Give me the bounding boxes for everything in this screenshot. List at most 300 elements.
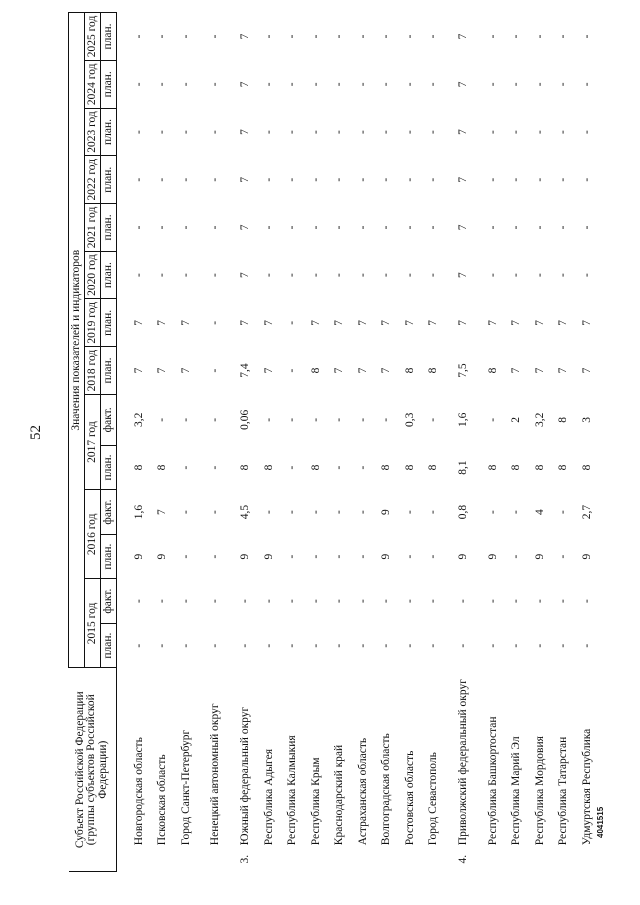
value-cell: 7 (380, 367, 393, 374)
value-cell: 8 (403, 464, 416, 471)
value-cell: - (356, 643, 369, 648)
value-cell: - (309, 225, 322, 230)
subject-name: Город Севастополь (427, 752, 440, 846)
value-cell: 8 (427, 367, 440, 374)
value-cell: - (239, 643, 252, 648)
plan-header: план. (101, 156, 117, 204)
value-cell: - (309, 643, 322, 648)
year-2024-header: 2024 год (85, 60, 101, 108)
value-cell: - (209, 643, 222, 648)
value-cell: 7 (179, 319, 192, 326)
value-cell: 7 (533, 319, 546, 326)
value-cell: - (356, 82, 369, 87)
table-row (174, 13, 198, 872)
value-cell: - (580, 82, 593, 87)
row-number (127, 848, 151, 871)
table-row (398, 13, 422, 872)
plan-header: план. (101, 347, 117, 395)
value-cell: - (239, 599, 252, 604)
value-cell: - (309, 599, 322, 604)
value-cell: - (356, 177, 369, 182)
value-cell: - (209, 130, 222, 134)
table-body (117, 13, 599, 872)
value-cell: - (156, 130, 169, 134)
value-cell: 8 (262, 464, 275, 471)
value-cell: 2 (510, 416, 523, 423)
value-cell: - (309, 417, 322, 422)
year-2015-header: 2015 год (85, 579, 101, 668)
indicators-table (68, 12, 599, 872)
fact-header: факт. (101, 394, 117, 445)
value-cell: - (333, 465, 346, 470)
value-cell: - (580, 599, 593, 604)
value-cell: 8 (239, 464, 252, 471)
table-row (445, 13, 481, 872)
value-cell: - (132, 34, 145, 39)
row-number (198, 848, 234, 871)
table-row (575, 13, 599, 872)
value-cell: 8 (510, 464, 523, 471)
value-cell: 2,7 (580, 504, 593, 520)
subject-name: Ненецкий автономный округ (209, 703, 222, 846)
value-cell: 4 (533, 509, 546, 515)
page-number: 52 (28, 425, 44, 440)
value-cell: - (179, 599, 192, 604)
value-cell: - (403, 554, 416, 559)
value-cell: - (209, 273, 222, 278)
value-cell: - (533, 130, 546, 134)
value-cell: - (309, 554, 322, 559)
value-cell: - (533, 643, 546, 648)
subject-name: Приволжский федеральный округ (456, 679, 469, 846)
plan-header: план. (101, 299, 117, 347)
value-cell: 7 (403, 319, 416, 326)
value-cell: - (262, 417, 275, 422)
value-cell: - (557, 554, 570, 559)
value-cell: 7 (156, 509, 169, 515)
value-cell: - (209, 510, 222, 514)
value-cell: - (580, 130, 593, 134)
value-cell: 7 (239, 81, 252, 88)
fact-header: факт. (101, 490, 117, 535)
value-cell: 7 (156, 319, 169, 326)
value-cell: 8 (486, 367, 499, 374)
value-cell: - (209, 177, 222, 182)
value-cell: - (510, 34, 523, 39)
table-row (375, 13, 399, 872)
value-cell: - (179, 643, 192, 648)
value-cell: - (286, 599, 299, 604)
row-number (398, 848, 422, 871)
value-cell: - (132, 130, 145, 134)
value-cell: - (132, 177, 145, 182)
value-cell: - (132, 599, 145, 604)
value-cell: - (286, 368, 299, 373)
value-cell: - (486, 130, 499, 134)
plan-header: план. (101, 251, 117, 299)
value-cell: - (333, 599, 346, 604)
value-cell: - (286, 273, 299, 278)
value-cell: 8 (156, 464, 169, 471)
table-row (481, 13, 505, 872)
value-cell: - (510, 643, 523, 648)
table-row (151, 13, 175, 872)
value-cell: 8 (580, 464, 593, 471)
value-cell: - (356, 554, 369, 559)
value-cell: 9 (239, 553, 252, 560)
value-cell: 7 (533, 367, 546, 374)
value-cell: 7,4 (239, 363, 252, 378)
value-cell: - (179, 177, 192, 182)
value-cell: - (510, 130, 523, 134)
row-number (481, 848, 505, 871)
table-header (69, 13, 117, 872)
value-cell: - (486, 82, 499, 87)
value-cell: - (333, 554, 346, 559)
value-cell: - (286, 643, 299, 648)
row-number (575, 848, 599, 871)
year-2019-header: 2019 год (85, 299, 101, 347)
value-cell: - (286, 82, 299, 87)
value-cell: 8 (557, 464, 570, 471)
value-cell: - (179, 417, 192, 422)
value-cell: 4,5 (239, 504, 252, 520)
value-cell: - (356, 130, 369, 134)
value-cell: - (580, 225, 593, 230)
year-2017-header: 2017 год (85, 394, 101, 489)
value-cell: - (309, 273, 322, 278)
table-row (351, 13, 375, 872)
value-cell: - (403, 643, 416, 648)
subject-name: Республика Мордовия (533, 736, 546, 846)
value-cell: - (356, 273, 369, 278)
value-cell: - (132, 225, 145, 230)
value-cell: - (533, 599, 546, 604)
value-cell: - (309, 34, 322, 39)
value-cell: - (580, 273, 593, 278)
year-2023-header: 2023 год (85, 108, 101, 156)
value-cell: 8 (557, 416, 570, 423)
value-cell: - (179, 273, 192, 278)
value-cell: - (333, 510, 346, 514)
table-row (422, 13, 446, 872)
value-cell: 7 (456, 319, 469, 326)
value-cell: - (262, 34, 275, 39)
table-row (552, 13, 576, 872)
value-cell: 7 (486, 319, 499, 326)
plan-header: план. (101, 108, 117, 156)
value-cell: - (557, 82, 570, 87)
value-cell: - (427, 225, 440, 230)
value-cell: 3 (580, 416, 593, 423)
row-number (304, 848, 328, 871)
value-cell: - (557, 177, 570, 182)
value-cell: - (533, 82, 546, 87)
value-cell: 9 (486, 553, 499, 560)
value-cell: - (309, 130, 322, 134)
plan-header: план. (101, 204, 117, 252)
value-cell: - (380, 225, 393, 230)
value-cell: - (179, 225, 192, 230)
value-cell: - (156, 34, 169, 39)
value-cell: - (209, 225, 222, 230)
value-cell: - (403, 82, 416, 87)
table-row (528, 13, 552, 872)
subject-name: Волгоградская область (380, 733, 393, 846)
value-cell: 7 (456, 176, 469, 183)
value-cell: - (209, 465, 222, 470)
value-cell: - (557, 510, 570, 514)
row-number (375, 848, 399, 871)
value-cell: 7 (557, 319, 570, 326)
value-cell: - (533, 273, 546, 278)
value-cell: - (179, 465, 192, 470)
value-cell: - (456, 599, 469, 604)
value-cell: - (262, 599, 275, 604)
year-2022-header: 2022 год (85, 156, 101, 204)
value-cell: 7 (132, 367, 145, 374)
value-cell: - (179, 510, 192, 514)
value-cell: 0,06 (239, 409, 252, 430)
value-cell: - (510, 273, 523, 278)
value-cell: - (286, 320, 299, 325)
value-cell: 7 (239, 272, 252, 278)
value-cell: - (486, 34, 499, 39)
value-cell: - (427, 82, 440, 87)
value-cell: - (356, 599, 369, 604)
value-cell: - (286, 417, 299, 422)
value-cell: - (286, 554, 299, 559)
subject-name: Южный федеральный округ (239, 706, 252, 846)
value-cell: 0,3 (403, 412, 416, 428)
value-cell: 7 (356, 319, 369, 326)
value-cell: - (156, 643, 169, 648)
value-cell: 9 (156, 553, 169, 560)
table-row (505, 13, 529, 872)
value-cell: - (486, 643, 499, 648)
value-cell: 7 (456, 272, 469, 278)
value-cell: 7 (456, 129, 469, 135)
value-cell: 7 (456, 33, 469, 40)
row-number (351, 848, 375, 871)
value-cell: - (403, 599, 416, 604)
value-cell: - (557, 273, 570, 278)
value-cell: 7 (580, 367, 593, 374)
value-cell: - (510, 554, 523, 559)
value-cell: 7 (380, 319, 393, 326)
value-cell: 8 (403, 367, 416, 374)
value-cell: 8 (132, 464, 145, 471)
value-cell: - (333, 225, 346, 230)
value-cell: - (209, 554, 222, 559)
subject-name: Краснодарский край (333, 744, 346, 846)
value-cell: - (403, 130, 416, 134)
value-cell: 9 (580, 553, 593, 560)
subject-name: Республика Башкортостан (486, 716, 499, 846)
subject-name: Республика Адыгея (262, 749, 275, 846)
table-row (304, 13, 328, 872)
value-cell: - (456, 643, 469, 648)
value-cell: 7 (262, 319, 275, 326)
value-cell: - (557, 34, 570, 39)
value-cell: - (132, 273, 145, 278)
value-cell: - (486, 417, 499, 422)
value-cell: - (333, 643, 346, 648)
value-cell: 7 (510, 319, 523, 326)
value-cell: - (262, 643, 275, 648)
value-cell: - (427, 510, 440, 514)
value-cell: - (333, 34, 346, 39)
value-cell: - (156, 82, 169, 87)
value-cell: - (156, 225, 169, 230)
value-cell: - (156, 417, 169, 422)
value-cell: - (356, 225, 369, 230)
value-cell: - (209, 368, 222, 373)
year-2021-header: 2021 год (85, 204, 101, 252)
value-cell: - (533, 34, 546, 39)
value-cell: - (286, 465, 299, 470)
row-number (281, 848, 305, 871)
value-cell: - (486, 177, 499, 182)
table-row (257, 13, 281, 872)
value-cell: - (510, 225, 523, 230)
value-cell: - (533, 177, 546, 182)
value-cell: 7 (456, 224, 469, 231)
value-cell: - (380, 82, 393, 87)
value-cell: - (427, 643, 440, 648)
value-cell: - (209, 34, 222, 39)
value-cell: - (286, 177, 299, 182)
subject-name: Новгородская область (132, 737, 145, 846)
value-cell: 9 (380, 509, 393, 515)
value-cell: - (309, 177, 322, 182)
value-cell: - (427, 177, 440, 182)
value-cell: - (356, 510, 369, 514)
value-cell: - (380, 643, 393, 648)
value-cell: - (156, 177, 169, 182)
spacer-row (117, 13, 128, 872)
year-2018-header: 2018 год (85, 347, 101, 395)
row-number (174, 848, 198, 871)
subject-name: Республика Марий Эл (510, 736, 523, 846)
value-cell: - (209, 417, 222, 422)
value-cell: - (403, 34, 416, 39)
subject-name: Республика Татарстан (557, 736, 570, 846)
value-cell: - (333, 177, 346, 182)
row-number (151, 848, 175, 871)
value-cell: - (333, 273, 346, 278)
value-cell: - (557, 225, 570, 230)
value-cell: 8 (380, 464, 393, 471)
value-cell: 7 (427, 319, 440, 326)
value-cell: - (533, 225, 546, 230)
value-cell: - (510, 510, 523, 514)
value-cell: 7 (262, 367, 275, 374)
plan-header: план. (101, 445, 117, 490)
value-cell: - (380, 599, 393, 604)
value-cell: 7 (179, 367, 192, 374)
value-cell: - (580, 177, 593, 182)
table-row (234, 13, 258, 872)
value-cell: 8 (427, 464, 440, 471)
value-cell: - (403, 273, 416, 278)
plan-header: план. (101, 13, 117, 61)
value-cell: 7 (156, 367, 169, 374)
subject-name: Псковская область (156, 754, 169, 846)
value-cell: - (486, 273, 499, 278)
value-cell: - (309, 510, 322, 514)
value-cell: - (510, 177, 523, 182)
document-id: 4041515 (596, 806, 605, 838)
values-header: Значения показателей и индикаторов (69, 13, 85, 668)
value-cell: - (333, 417, 346, 422)
row-number (328, 848, 352, 871)
value-cell: 3,2 (132, 412, 145, 428)
value-cell: - (580, 34, 593, 39)
row-number (422, 848, 446, 871)
value-cell: - (380, 273, 393, 278)
value-cell: - (156, 599, 169, 604)
row-number (552, 848, 576, 871)
value-cell: 7 (309, 319, 322, 326)
value-cell: - (510, 599, 523, 604)
value-cell: - (403, 177, 416, 182)
value-cell: - (380, 177, 393, 182)
value-cell: 7 (510, 367, 523, 374)
value-cell: - (179, 554, 192, 559)
value-cell: 7 (557, 367, 570, 374)
value-cell: - (356, 417, 369, 422)
value-cell: 1,6 (132, 504, 145, 520)
table-row (281, 13, 305, 872)
value-cell: 7 (456, 81, 469, 88)
plan-header: план. (101, 534, 117, 579)
subject-name: Республика Крым (309, 757, 322, 846)
value-cell: - (557, 643, 570, 648)
value-cell: - (580, 643, 593, 648)
value-cell: 7 (333, 367, 346, 374)
value-cell: 7 (356, 367, 369, 374)
value-cell: - (356, 465, 369, 470)
value-cell: - (380, 417, 393, 422)
value-cell: - (557, 130, 570, 134)
value-cell: 9 (533, 553, 546, 560)
value-cell: 7 (132, 319, 145, 326)
table-row (198, 13, 234, 872)
value-cell: - (486, 510, 499, 514)
value-cell: 7 (239, 224, 252, 231)
subject-header: Субъект Российской Федерации (группы субъектов Российской Федерации) (69, 668, 117, 872)
value-cell: - (333, 82, 346, 87)
value-cell: 7 (239, 33, 252, 40)
value-cell: 8 (533, 464, 546, 471)
value-cell: 8 (309, 464, 322, 471)
row-number (505, 848, 529, 871)
value-cell: - (262, 130, 275, 134)
value-cell: 8 (309, 367, 322, 374)
value-cell: - (380, 34, 393, 39)
value-cell: - (486, 599, 499, 604)
value-cell: 9 (132, 553, 145, 560)
subject-name: Астраханская область (356, 737, 369, 846)
value-cell: - (286, 225, 299, 230)
row-number (528, 848, 552, 871)
value-cell: 3,2 (533, 412, 546, 428)
fact-header: факт. (101, 579, 117, 624)
value-cell: - (286, 130, 299, 134)
value-cell: - (262, 177, 275, 182)
row-number: 4. (456, 854, 469, 864)
